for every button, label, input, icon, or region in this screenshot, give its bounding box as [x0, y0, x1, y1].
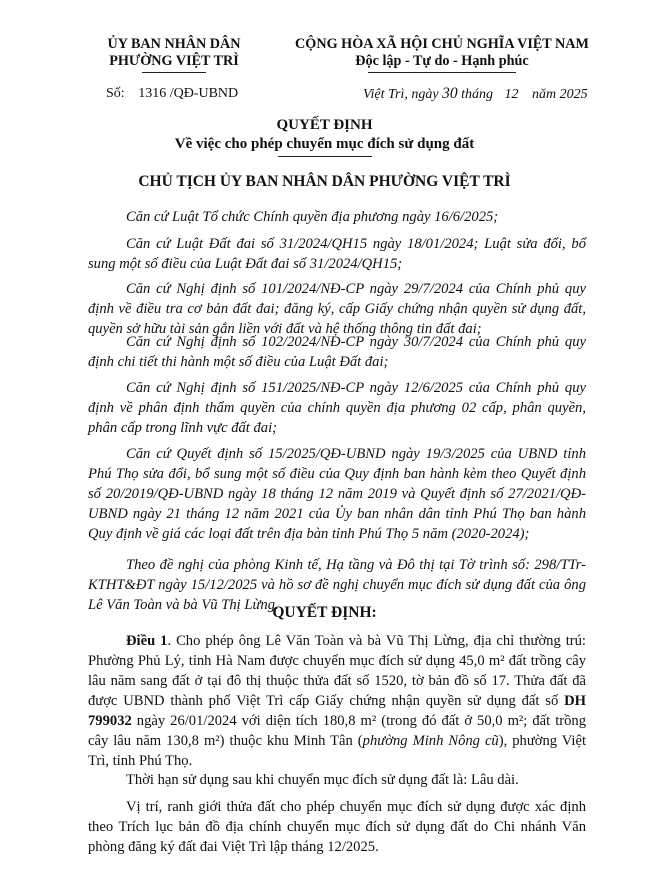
document-subject: Về việc cho phép chuyển mục đích sử dụng đất	[174, 136, 475, 152]
date-year: năm 2025	[531, 87, 588, 102]
number-value: 1316 /QĐ-UBND	[138, 86, 239, 101]
certificate-number: DH 799032	[88, 693, 586, 729]
preamble-item-2: Căn cứ Luật Đất đai số 31/2024/QH15 ngày 18/01/2024; Luật sửa đổi, bổ sung một số điều của Luật Đất đai số 31/2024/QH15;	[88, 236, 586, 272]
document-number	[106, 85, 238, 102]
preamble-item-4: Căn cứ Nghị định số 102/2024/NĐ-CP ngày 30/7/2024 của Chính phủ quy định chi tiết thi hành một số điều của Luật Đất đai;	[88, 334, 586, 370]
article-1-text-b: ngày 26/01/2024 với diện tích 180,8 m² (trong đó đất ở 50,0 m²; đất trồng cây lâu năm 130,8 m²) thuộc khu Minh Tân (	[88, 713, 586, 749]
preamble-item-7: Theo đề nghị của phòng Kinh tế, Hạ tầng và Đô thị tại Tờ trình số: 298/TTr-KTHT&ĐT ngày 15/12/2025 và hồ sơ đề nghị chuyển mục đích sử dụng đất của ông Lê Văn Toàn và bà Vũ Thị Lừng.	[88, 557, 586, 613]
national-motto-line1: CỘNG HÒA XÃ HỘI CHỦ NGHĨA VIỆT NAM	[295, 36, 589, 52]
land-use-term: Thời hạn sử dụng sau khi chuyển mục đích sử dụng đất là: Lâu dài.	[126, 772, 519, 788]
date-month: 12	[504, 87, 519, 102]
date-prefix: Việt Trì, ngày	[363, 87, 439, 102]
preamble-item-3: Căn cứ Nghị định số 101/2024/NĐ-CP ngày 29/7/2024 của Chính phủ quy định về điều tra cơ bản đất đai; đăng ký, cấp Giấy chứng nhận quyền sử dụng đất, quyền sở hữu tài sản gắn liền với đất và hệ thống thông tin đất đai;	[88, 281, 586, 337]
motto-underline	[368, 72, 516, 73]
preamble-item-5: Căn cứ Nghị định số 151/2025/NĐ-CP ngày 12/6/2025 của Chính phủ quy định về phân định thẩm quyền của chính quyền địa phương 02 cấp, phân quyền, phân cấp trong lĩnh vực đất đai;	[88, 380, 586, 436]
article-1-text-a: . Cho phép ông Lê Văn Toàn và bà Vũ Thị Lừng, địa chỉ thường trú: Phường Phủ Lý, tỉnh Hà Nam được chuyển mục đích sử dụng 45,0 m² đất trồng cây lâu năm sang đất ở tại đô thị thuộc thửa đất số 1520, tờ bản đồ số 17. Thửa đất đã được UBND thành phố Việt Trì cấp Giấy chứng nhận quyền sử dụng đất số	[88, 633, 586, 709]
document-type-heading: QUYẾT ĐỊNH	[276, 117, 373, 133]
national-motto-line2: Độc lập - Tự do - Hạnh phúc	[355, 53, 529, 69]
issuing-authority: CHỦ TỊCH ỦY BAN NHÂN DÂN PHƯỜNG VIỆT TRÌ	[138, 173, 511, 190]
decision-heading: QUYẾT ĐỊNH:	[272, 604, 377, 621]
article-1	[88, 631, 586, 771]
preamble-item-1: Căn cứ Luật Tổ chức Chính quyền địa phương ngày 16/6/2025;	[126, 209, 499, 225]
date-day: 30	[442, 85, 458, 102]
parcel-location-paragraph: Vị trí, ranh giới thửa đất cho phép chuyển mục đích sử dụng được xác định theo Trích lục bản đồ địa chính chuyển mục đích sử dụng đất do Chi nhánh Văn phòng đăng ký đất đai Việt Trì lập tháng 12/2025.	[88, 799, 586, 855]
subject-underline	[278, 156, 372, 157]
date-month-label: tháng	[461, 87, 493, 102]
org-underline	[142, 72, 206, 73]
article-1-label: Điều 1	[126, 633, 168, 649]
issuing-org-line2: PHƯỜNG VIỆT TRÌ	[109, 53, 239, 69]
former-ward-name: phường Minh Nông cũ	[362, 733, 499, 749]
issue-date	[363, 85, 588, 103]
issuing-org-line1: ỦY BAN NHÂN DÂN	[107, 36, 241, 52]
preamble-item-6: Căn cứ Quyết định số 15/2025/QĐ-UBND ngày 19/3/2025 của UBND tỉnh Phú Thọ sửa đổi, bổ sung một số điều của Quy định ban hành kèm theo Quyết định số 20/2019/QĐ-UBND ngày 18 tháng 12 năm 2019 và Quyết định số 27/2021/QĐ-UBND ngày 21 tháng 12 năm 2021 của Ủy ban nhân dân tỉnh Phú Thọ ban hành Quy định về giá các loại đất trên địa bàn tỉnh Phú Thọ 5 năm (2020-2024);	[88, 446, 586, 542]
number-label: Số:	[106, 86, 125, 101]
article-1-text-c: ), phường Việt Trì, tỉnh Phú Thọ.	[88, 733, 586, 769]
